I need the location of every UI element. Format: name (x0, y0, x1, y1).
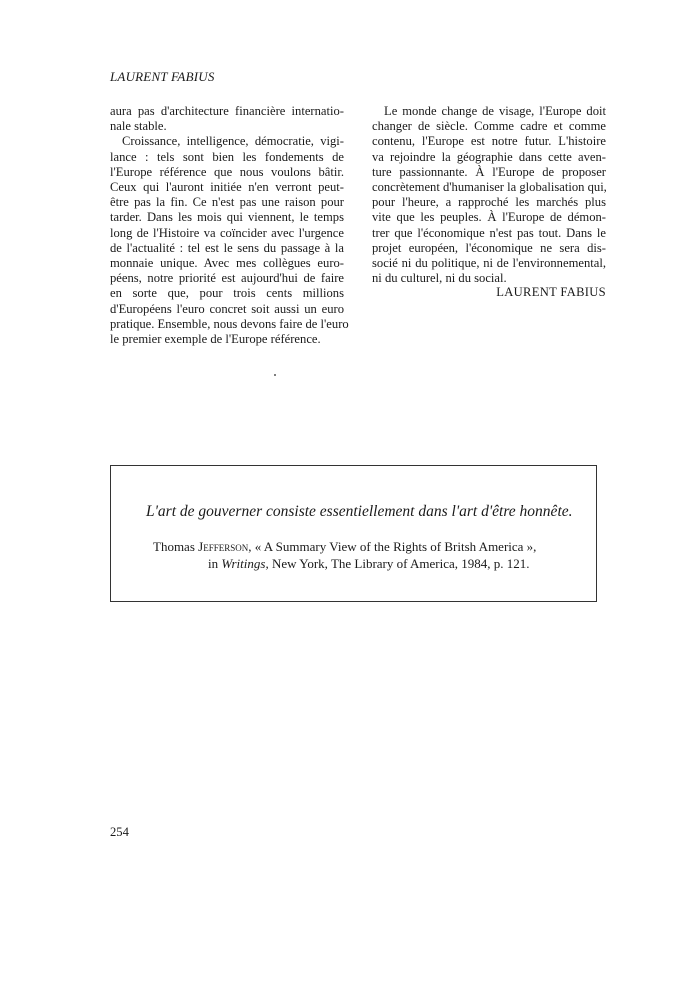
text-line: ture passionnante. À l'Europe de proposer (372, 164, 606, 179)
text-line: ni du culturel, ni du social. (372, 271, 507, 286)
text-line: nale stable. (110, 119, 167, 134)
text-line: monnaie unique. Avec mes collègues euro- (110, 256, 344, 271)
quote-source-work: Writings, (221, 556, 269, 571)
text-line: Le monde change de visage, l'Europe doit (384, 104, 606, 118)
author-signature: LAURENT FABIUS (496, 285, 606, 299)
text-line: contenu, l'Europe est notre futur. L'histoire (372, 134, 606, 149)
quote-source-publication: New York, The Library of America, 1984, p. 121. (271, 556, 530, 571)
text-line: être pas la fin. Ce n'est pas une raison pour (110, 195, 344, 210)
text-line: d'Européens l'euro concret soit aussi un euro (110, 301, 344, 316)
text-line: lance : tels sont bien les fondements de (110, 149, 344, 164)
quote-box (110, 465, 597, 602)
quote-source-line-2 (153, 555, 536, 572)
text-line: socié ni du politique, ni de l'environnemental, (372, 256, 606, 271)
text-line: projet européen, l'économique ne sera dis- (372, 240, 606, 255)
text-line: vite que les peuples. À l'Europe de démon- (372, 210, 606, 225)
running-head: LAURENT FABIUS (110, 69, 215, 84)
text-line: aura pas d'architecture financière internatio- (110, 104, 344, 118)
text-line: le premier exemple de l'Europe référence. (110, 332, 321, 347)
quote-text: L'art de gouverner consiste essentiellement dans l'art d'être honnête. (146, 503, 573, 520)
text-line: en sorte que, pour trois cents millions (110, 286, 344, 301)
text-line: changer de siècle. Comme cadre et comme (372, 119, 606, 134)
quote-source-in: in (208, 556, 219, 571)
page-number: 254 (110, 825, 129, 839)
text-line: trer que l'économique n'est pas tout. Dans le (372, 225, 606, 240)
quote-author-surname: Jefferson, (198, 539, 252, 554)
text-line: péens, notre priorité est aujourd'hui de faire (110, 271, 344, 286)
text-line: l'Europe référence que nous voulons bâtir. (110, 164, 344, 179)
right-text-column (372, 104, 606, 286)
text-line: de l'actualité : tel est le sens du passage à la (110, 240, 344, 255)
text-line: concrètement d'humaniser la globalisation qui, (372, 180, 607, 195)
text-line: Croissance, intelligence, démocratie, vigi- (122, 134, 344, 149)
text-line: pratique. Ensemble, nous devons faire de l'euro (110, 316, 349, 331)
left-text-column (110, 104, 349, 347)
text-line: Ceux qui l'auront initiée n'en verront peut- (110, 180, 344, 195)
text-line: tarder. Dans les mois qui viennent, le temps (110, 210, 344, 225)
text-line: pour l'heure, a rapproché les marchés plus (372, 195, 606, 210)
text-line: va rejoindre la géographie dans cette aven- (372, 149, 606, 164)
text-line: long de l'Histoire va coïncider avec l'urgence (110, 225, 344, 240)
quote-author-first: Thomas (153, 539, 195, 554)
print-speck (274, 374, 276, 376)
quote-source (153, 538, 536, 572)
quote-source-title: « A Summary View of the Rights of Britsh America », (254, 539, 537, 554)
